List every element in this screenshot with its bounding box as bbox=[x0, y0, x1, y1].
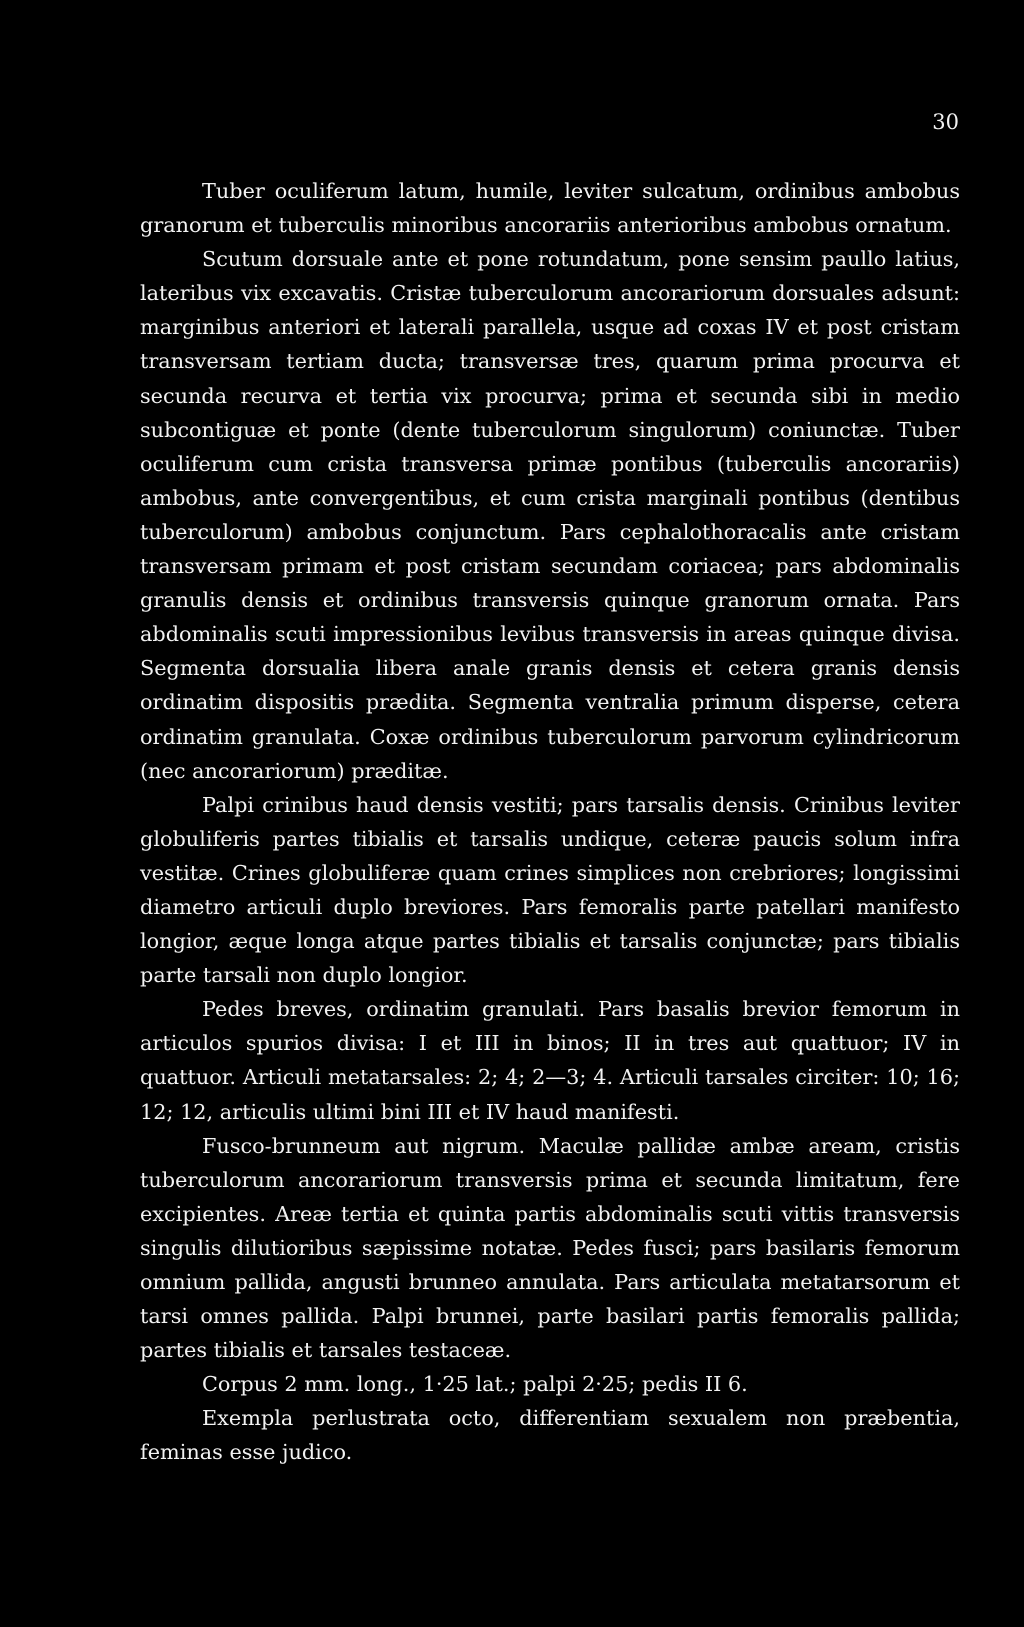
paragraph-measurements: Corpus 2 mm. long., 1·25 lat.; palpi 2·25; pedis II 6. bbox=[202, 1372, 748, 1397]
paragraph-exempla: Exempla perlustrata octo, differentiam sexualem non præbentia, feminas esse judico. bbox=[140, 1406, 960, 1465]
paragraph-pedes: Pedes breves, ordinatim granulati. Pars basalis brevior femorum in articulos spurios divisa: I et III in binos; II in tres aut quattuor; IV in quattuor. Articuli metatarsales: 2; 4; 2—3; 4. Articuli tarsales circiter: 10; 16; 12; 12, articulis ultimi bini III et IV haud manifesti. bbox=[140, 997, 960, 1124]
paragraph-scutum-dorsuale: Scutum dorsuale ante et pone rotundatum, pone sensim paullo latius, lateribus vix excavatis. Cristæ tuberculorum ancorariorum dorsuales adsunt: marginibus anteriori et laterali parallela, usque ad coxas IV et post cristam transversam tertiam ducta; transversæ tres, quarum prima procurva et secunda recurva et tertia vix procurva; prima et secunda sibi in medio subcontiguæ et ponte (dente tuberculorum singulorum) coniunctæ. Tuber oculiferum cum crista transversa primæ pontibus (tuberculis ancorariis) ambobus, ante convergentibus, et cum crista marginali pontibus (dentibus tuberculorum) ambobus conjunctum. Pars cephalothoracalis ante cristam transversam primam et post cristam secundam coriacea; pars abdominalis granulis densis et ordinibus transversis quinque granorum ornata. Pars abdominalis scuti impressionibus levibus transversis in areas quinque divisa. Segmenta dorsualia libera anale granis densis et cetera granis densis ordinatim dispositis prædita. Segmenta ventralia primum disperse, cetera ordinatim granulata. Coxæ ordinibus tuberculorum parvorum cylindricorum (nec ancorariorum) præditæ. bbox=[140, 247, 960, 783]
paragraph-coloration: Fusco-brunneum aut nigrum. Maculæ pallidæ ambæ aream, cristis tuberculorum ancorariorum transversis prima et secunda limitatum, fere excipientes. Areæ tertia et quinta partis abdominalis scuti vittis transversis singulis dilutioribus sæpissime notatæ. Pedes fusci; pars basilaris femorum omnium pallida, angusti brunneo annulata. Pars articulata metatarsorum et tarsi omnes pallida. Palpi brunnei, parte basilari partis femoralis pallida; partes tibialis et tarsales testaceæ. bbox=[140, 1133, 960, 1363]
paragraph-tuber-oculiferum: Tuber oculiferum latum, humile, leviter sulcatum, ordinibus ambobus granorum et tuberculis minoribus ancorariis anterioribus ambobus ornatum. bbox=[140, 179, 960, 238]
paragraph-palpi: Palpi crinibus haud densis vestiti; pars tarsalis densis. Crinibus leviter globuliferis partes tibialis et tarsalis undique, ceteræ paucis solum infra vestitæ. Crines globuliferæ quam crines simplices non crebriores; longissimi diametro articuli duplo breviores. Pars femoralis parte patellari manifesto longior, æque longa atque partes tibialis et tarsalis conjunctæ; pars tibialis parte tarsali non duplo longior. bbox=[140, 792, 960, 988]
page-number: 30 bbox=[932, 110, 959, 134]
document-page bbox=[140, 110, 960, 1470]
